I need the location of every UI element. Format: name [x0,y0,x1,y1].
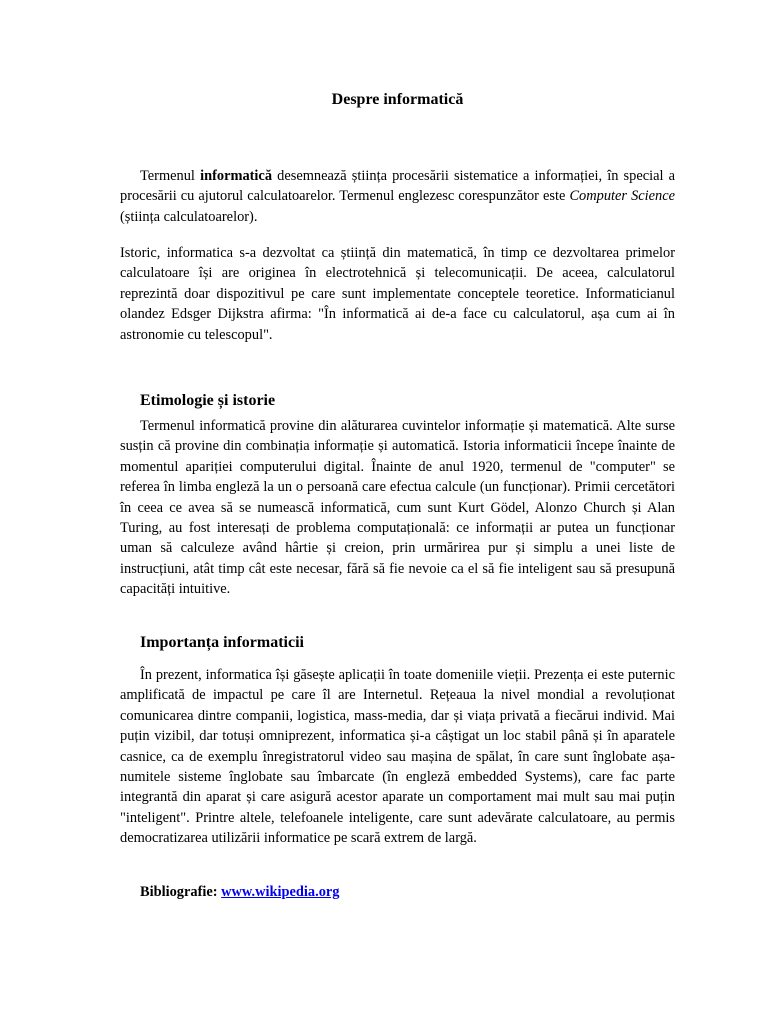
section-heading-etymology: Etimologie și istorie [140,392,276,409]
bibliography-label: Bibliografie: [140,884,222,900]
intro-text-c: (știința calculatoarelor). [120,208,258,225]
section-body-etymology: Termenul informatică provine din alăturarea cuvintelor informație și matematică. Alte surse susțin că provine din combinația informație și automatică. Istoria informaticii începe înainte de momentul apariției computerului digital. Înainte de anul 1920, termenul de "computer" se referea în limba engleză la un o persoană care efectua calcule (un funcționar). Primii cercetători în ceea ce avea să se numească informatică, cum sunt Kurt Gödel, Alonzo Church și Alan Turing, au fost interesați de problema computațională: ce informații ar putea un funcționar uman să calculeze având hârtie și creion, prin urmărirea pur și simplu a unei liste de instrucțiuni, atât timp cât este necesar, fără să fie nevoie ca el să fie inteligent sau să presupună capacități intuitive. [120,418,675,598]
intro-paragraph-2: Istoric, informatica s-a dezvoltat ca știință din matematică, în timp ce dezvoltarea primelor calculatoare își are originea în electrotehnică și telecomunicații. De aceea, calculatorul reprezintă doar dispozitivul pe care sunt implementate conceptele teoretice. Informaticianul olandez Edsger Dijkstra afirma: "În informatică ai de-a face cu calculatorul, așa cum ai în astronomie cu telescopul". [120,245,675,343]
bibliography [140,882,339,902]
intro-bold-term: informatică [200,168,273,184]
section-heading-importance: Importanța informaticii [140,634,304,651]
intro-text-b: desemnează știința procesării sistematice a informației, în special a procesării cu ajutorul calculatoarelor. Termenul englezesc corespunzător este [120,168,675,205]
section-body-importance: În prezent, informatica își găsește aplicații în toate domeniile vieții. Prezența ei este puternic amplificată de impactul pe care îl are Internetul. Rețeaua la nivel mondial a revoluționat comunicarea dintre companii, logistica, mass-media, dar și viața privată a fiecărui individ. Mai puțin vizibil, dar totuși omniprezent, informatica și-a câștigat un loc stabil până și în aparatele casnice, ca de exemplu înregistratorul video sau mașina de spălat, în care sunt înglobate așa-numitele sisteme înglobate sau îmbarcate (în engleză embedded Systems), care fac parte integrantă din aparat și care asigură acestor aparate un comportament mai mult sau mai puțin "inteligent". Printre altele, telefoanele inteligente, care sunt adevărate calculatoare, au permis democratizarea utilizării informatice pe scară extrem de largă. [120,667,675,847]
intro-paragraph-1 [120,166,675,227]
bibliography-link[interactable]: www.wikipedia.org [221,884,340,900]
intro-italic-term: Computer Science [569,188,676,205]
page-title: Despre informatică [331,91,464,108]
intro-text-a: Termenul [140,168,201,184]
